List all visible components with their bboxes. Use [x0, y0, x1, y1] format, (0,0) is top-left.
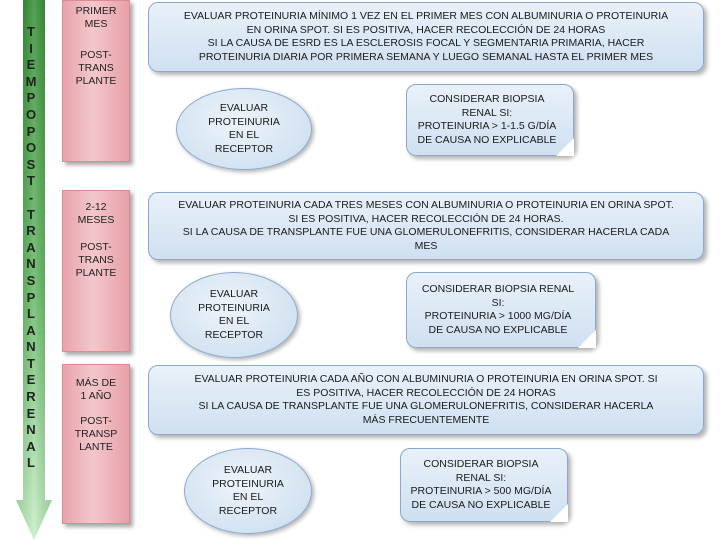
timeline-letter: N [26, 256, 36, 272]
ellipse-text: EVALUAR PROTEINURIA EN EL RECEPTOR [212, 464, 284, 517]
timeline-letter: E [26, 57, 36, 73]
timeline-letter: P [26, 123, 36, 139]
timeline-letter: P [26, 90, 36, 106]
timeline-letter: R [26, 389, 36, 405]
biopsy-box-first-month [406, 84, 574, 156]
period-what: POST- TRANS PLANTE [75, 49, 117, 87]
timeline-letter: S [26, 156, 36, 172]
evaluate-recipient-ellipse-1 [176, 88, 312, 170]
timeline-letter: P [26, 289, 36, 305]
timeline-letter: T [27, 173, 35, 189]
biopsy-box-over-1-year [400, 448, 568, 522]
evaluation-text: EVALUAR PROTEINURIA CADA AÑO CON ALBUMINURIA O PROTEINURIA EN ORINA SPOT. SI ES POSITIVA, HACER RECOLECCIÓN DE 24 HORAS SI LA CAUSA DE TRANSPLANTE FUE UNA GLOMERULONEFRITIS, CONSIDERAR HACERLA MÁS FRECUENTEMENTE [194, 373, 658, 426]
timeline-letter: T [27, 24, 35, 39]
evaluation-box-over-1-year [148, 365, 704, 435]
timeline-letter: A [26, 322, 36, 338]
timeline-letter: N [26, 339, 36, 355]
timeline-letter: O [25, 106, 37, 122]
period-box-2-12-months [62, 190, 130, 352]
timeline-letter: I [29, 40, 33, 56]
biopsy-text: CONSIDERAR BIOPSIA RENAL SI: PROTEINURIA > 1-1.5 G/DÍA DE CAUSA NO EXPLICABLE [417, 93, 557, 146]
period-what: POST- TRANSP LANTE [74, 415, 118, 453]
timeline-letter: E [26, 405, 36, 421]
biopsy-text: CONSIDERAR BIOPSIA RENAL SI: PROTEINURIA > 500 MG/DÍA DE CAUSA NO EXPLICABLE [410, 458, 552, 511]
evaluation-box-first-month [148, 2, 704, 72]
biopsy-box-2-12-months [406, 272, 596, 348]
timeline-letter: R [26, 223, 36, 239]
timeline-letter: - [28, 189, 34, 205]
timeline-letter: E [26, 372, 36, 388]
ellipse-text: EVALUAR PROTEINURIA EN EL RECEPTOR [198, 288, 270, 341]
timeline-letter: A [26, 438, 36, 454]
period-box-over-1-year [62, 364, 130, 524]
period-box-first-month [62, 0, 130, 162]
evaluation-text: EVALUAR PROTEINURIA MÍNIMO 1 VEZ EN EL PRIMER MES CON ALBUMINURIA O PROTEINURIA EN ORINA SPOT. SI ES POSITIVA, HACER RECOLECCIÓN DE 24 HORAS SI LA CAUSA DE ESRD ES LA ESCLEROSIS FOCAL Y SEGMENTARIA PRIMARIA, HACER PROTEINURIA DIARIA POR PRIMERA SEMANA Y LUEGO SEMANAL HASTA EL PRIMER MES [183, 10, 669, 63]
period-when: PRIMER MES [75, 5, 117, 30]
period-when: MÁS DE 1 AÑO [75, 377, 117, 402]
timeline-letter: O [25, 140, 37, 156]
timeline-letter: L [27, 306, 35, 322]
biopsy-text: CONSIDERAR BIOPSIA RENAL SI: PROTEINURIA > 1000 MG/DÍA DE CAUSA NO EXPLICABLE [421, 283, 575, 336]
evaluate-recipient-ellipse-3 [184, 448, 312, 534]
timeline-label [16, 24, 46, 472]
timeline-letter: T [27, 206, 35, 222]
evaluation-text: EVALUAR PROTEINURIA CADA TRES MESES CON ALBUMINURIA O PROTEINURIA EN ORINA SPOT. SI ES POSITIVA, HACER RECOLECCIÓN DE 24 HORAS. SI LA CAUSA DE TRANSPLANTE FUE UNA GLOMERULONEFRITIS, CONSIDERAR HACERLA CADA MES [178, 199, 674, 252]
timeline-letter: N [26, 422, 36, 438]
period-what: POST- TRANS PLANTE [75, 241, 117, 279]
timeline-letter: M [25, 73, 37, 89]
timeline-letter: A [26, 239, 36, 255]
timeline-letter: S [26, 272, 36, 288]
evaluation-box-2-12-months [148, 192, 704, 260]
timeline-letter: L [27, 455, 35, 471]
period-when: 2-12 MESES [77, 201, 115, 226]
ellipse-text: EVALUAR PROTEINURIA EN EL RECEPTOR [208, 102, 280, 155]
evaluate-recipient-ellipse-2 [170, 272, 298, 358]
timeline-letter: T [27, 355, 35, 371]
